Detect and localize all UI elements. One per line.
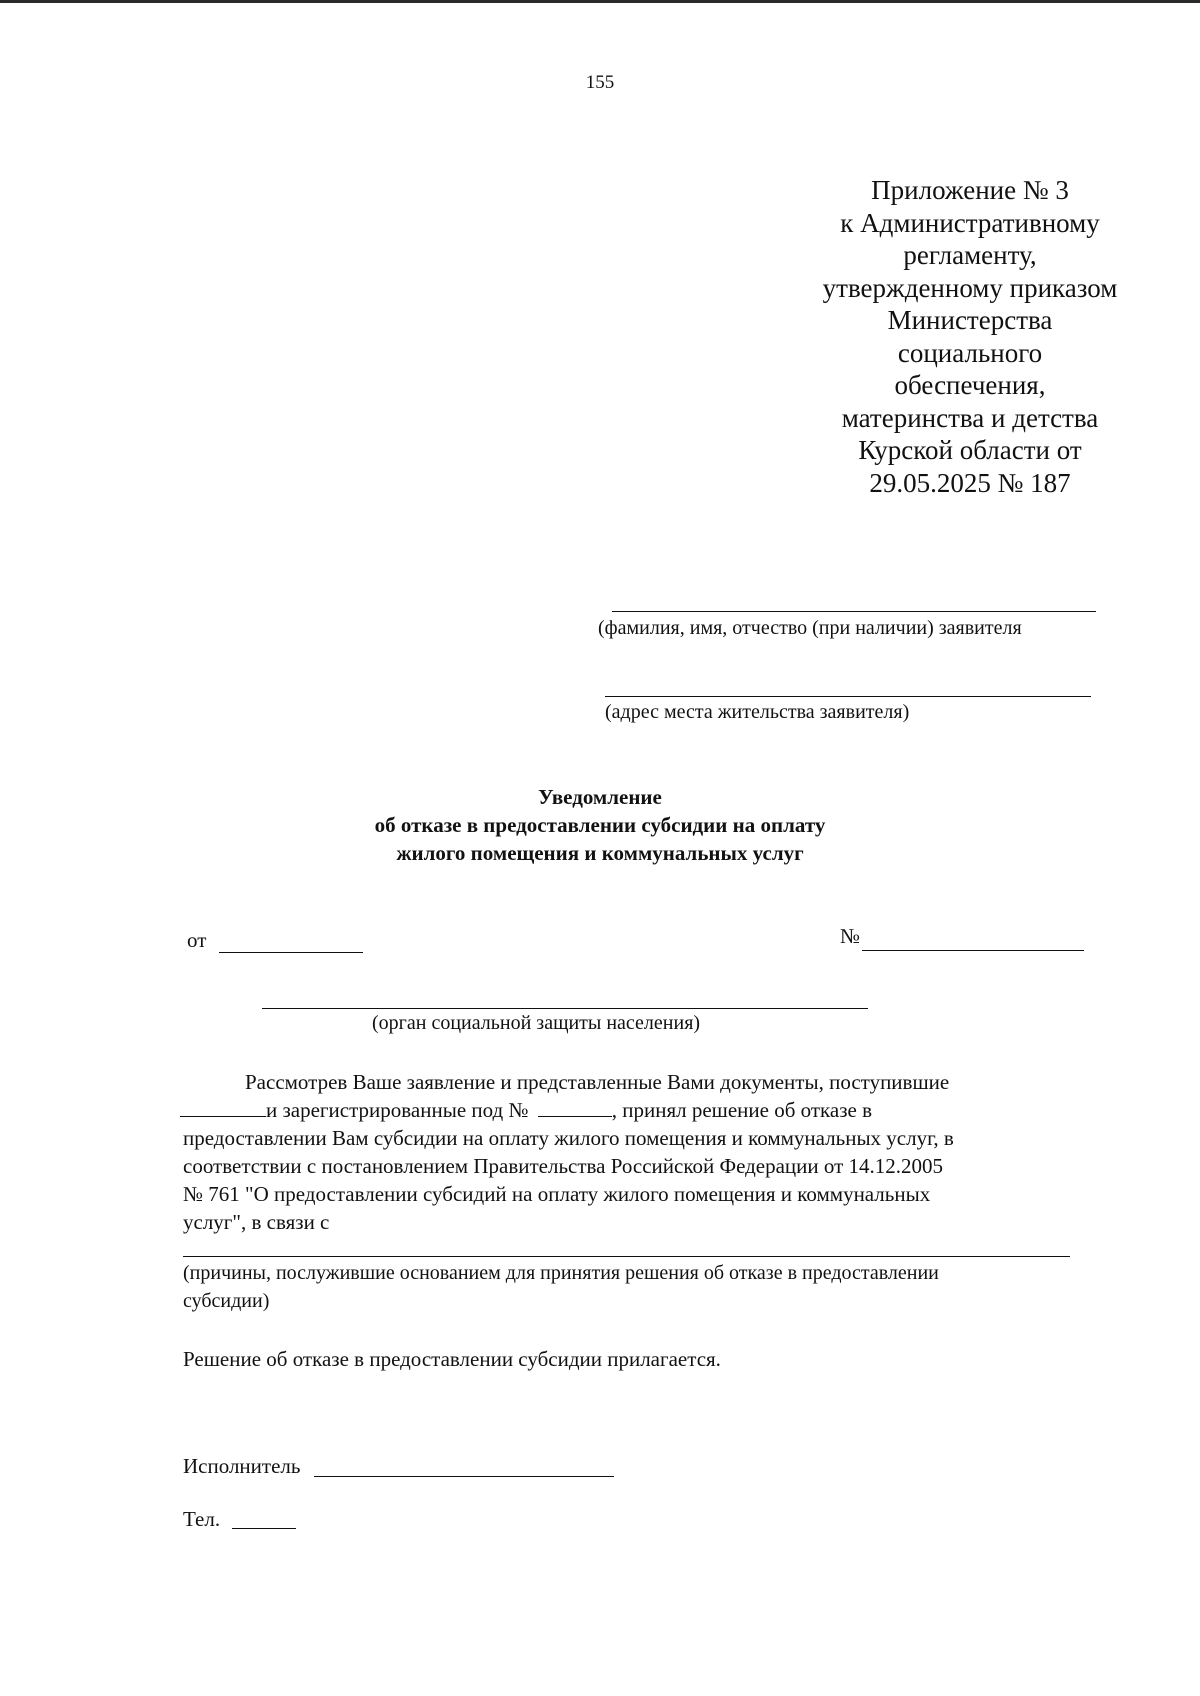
number-label: № [840,924,861,948]
applicant-address-line[interactable] [605,696,1091,697]
appendix-line: Министерства [887,305,1053,335]
applicant-address-caption: (адрес места жительства заявителя) [605,701,910,723]
title-line: об отказе в предоставлении субсидии на оплату [374,813,826,837]
executor-label: Исполнитель [183,1454,301,1478]
authority-caption: (орган социальной защиты населения) [372,1012,701,1034]
appendix-line: утвержденному приказом [822,272,1118,303]
body-line: соответствии с постановлением Правительства Российской Федерации от 14.12.2005 [183,1154,944,1178]
applicant-name-line[interactable] [612,611,1096,612]
title-line: жилого помещения и коммунальных услуг [396,841,804,865]
appendix-line: Приложение № 3 [871,175,1069,205]
appendix-line: регламенту, [903,240,1037,270]
applicant-name-caption: (фамилия, имя, отчество (при наличии) заявителя [598,617,1022,639]
body-text-fragment: и зарегистрированные под № [266,1098,529,1122]
appendix-line: к Административному [840,207,1100,238]
from-label: от [187,928,207,952]
page-number: 155 [585,72,615,93]
top-border-rule [0,0,1200,3]
appendix-line: социального [897,337,1043,368]
title-line: Уведомление [538,785,662,809]
received-date-blank[interactable] [180,1098,266,1117]
body-line: Рассмотрев Ваше заявление и представленные Вами документы, поступившие [245,1070,950,1094]
number-line[interactable] [862,950,1084,951]
body-line: предоставлении Вам субсидии на оплату жилого помещения и коммунальных услуг, в [183,1126,954,1150]
document-title [0,783,1200,867]
reasons-caption: (причины, послужившие основанием для принятия решения об отказе в предоставлении [183,1262,939,1284]
appendix-block [780,174,1160,499]
appendix-line: Курской области от [858,435,1082,465]
appendix-line: обеспечения, [894,370,1046,400]
reasons-line[interactable] [183,1256,1070,1257]
decision-text: Решение об отказе в предоставлении субсидии прилагается. [183,1347,721,1371]
registration-number-blank[interactable] [538,1098,612,1117]
appendix-line: материнства и детства [841,402,1099,433]
body-text-fragment: , принял решение об отказе в [611,1098,873,1122]
authority-line[interactable] [262,1008,868,1009]
reasons-caption: субсидии) [183,1290,270,1312]
phone-line[interactable] [232,1528,296,1529]
executor-line[interactable] [314,1476,614,1477]
body-line-registration [180,1098,872,1122]
body-line: № 761 "О предоставлении субсидий на оплату жилого помещения и коммунальных [183,1182,931,1206]
appendix-line: 29.05.2025 № 187 [869,467,1071,498]
date-line[interactable] [219,952,363,953]
phone-label: Тел. [183,1507,221,1531]
body-line: услуг", в связи с [183,1210,330,1234]
